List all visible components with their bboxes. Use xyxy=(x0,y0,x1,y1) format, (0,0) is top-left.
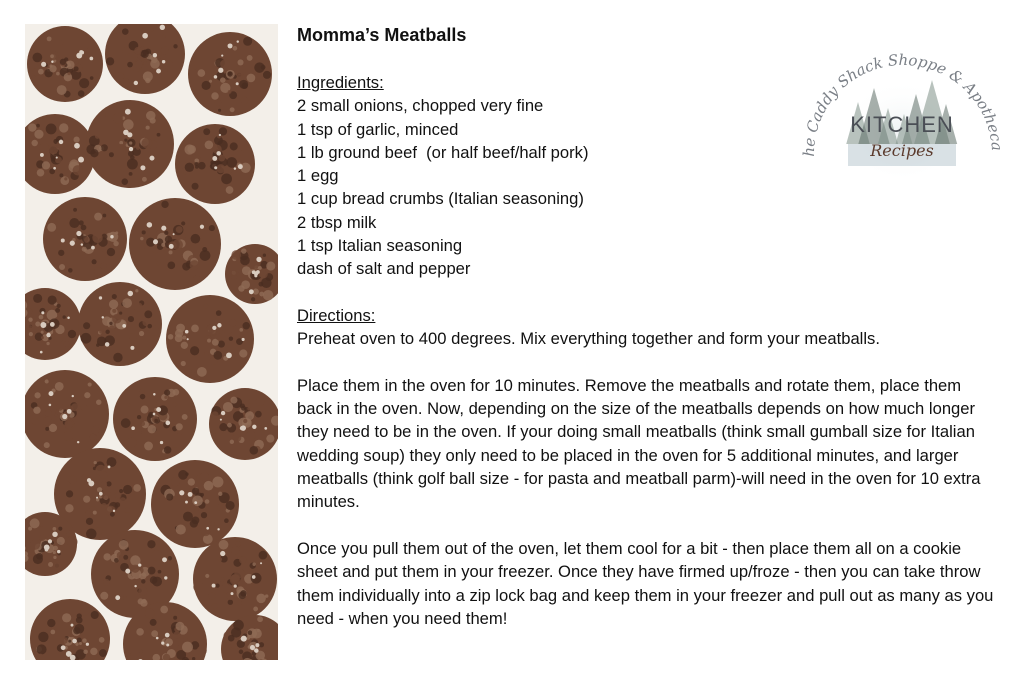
meatballs-illustration xyxy=(25,24,278,660)
direction-paragraph: Preheat oven to 400 degrees. Mix everything together and form your meatballs. xyxy=(297,329,880,349)
recipe-title: Momma’s Meatballs xyxy=(297,25,467,45)
directions-heading: Directions: xyxy=(297,305,376,325)
logo-graphic xyxy=(796,14,1006,194)
ingredient-item: 1 cup bread crumbs (Italian seasoning) xyxy=(297,189,584,209)
ingredient-item: 1 tsp of garlic, minced xyxy=(297,119,459,139)
ingredient-item: 1 egg xyxy=(297,166,339,186)
logo-recipes-word: Recipes xyxy=(870,141,934,160)
ingredients-heading: Ingredients: xyxy=(297,73,384,92)
meatballs-photo xyxy=(25,24,278,660)
ingredient-item: 1 tsp Italian seasoning xyxy=(297,236,463,256)
logo-kitchen-word: KITCHEN xyxy=(850,112,954,137)
kitchen-recipes-logo xyxy=(796,14,1006,194)
ingredient-item: dash of salt and pepper xyxy=(297,259,471,279)
ingredient-item: 2 tbsp milk xyxy=(297,212,377,232)
direction-paragraph: Once you pull them out of the oven, let them cool for a bit - then place them all on a cookie sheet and put them in your freezer. Once they have firmed up/froze - then you can take throw them individually into a zip lock bag and keep them in your freezer and pull out as many as you need - when you need them! xyxy=(297,538,994,628)
ingredient-item: 1 lb ground beef (or half beef/half pork) xyxy=(297,142,589,162)
ingredient-item: 2 small onions, chopped very fine xyxy=(297,96,544,116)
direction-paragraph: Place them in the oven for 10 minutes. Remove the meatballs and rotate them, place them back in the oven. Now, depending on the size of the meatballs depends on how much longer they need to be in the oven. If your doing small meatballs (think small gumball size for Italian wedding soup) they only need to be placed in the oven for 5 additional minutes, and larger meatballs (think golf ball size - for pasta and meatball parm)-will need in the oven for 10 extra minutes. xyxy=(297,375,981,512)
logo-arc-text: he Caddy Shack Shoppe & Apotheca xyxy=(799,50,1006,157)
